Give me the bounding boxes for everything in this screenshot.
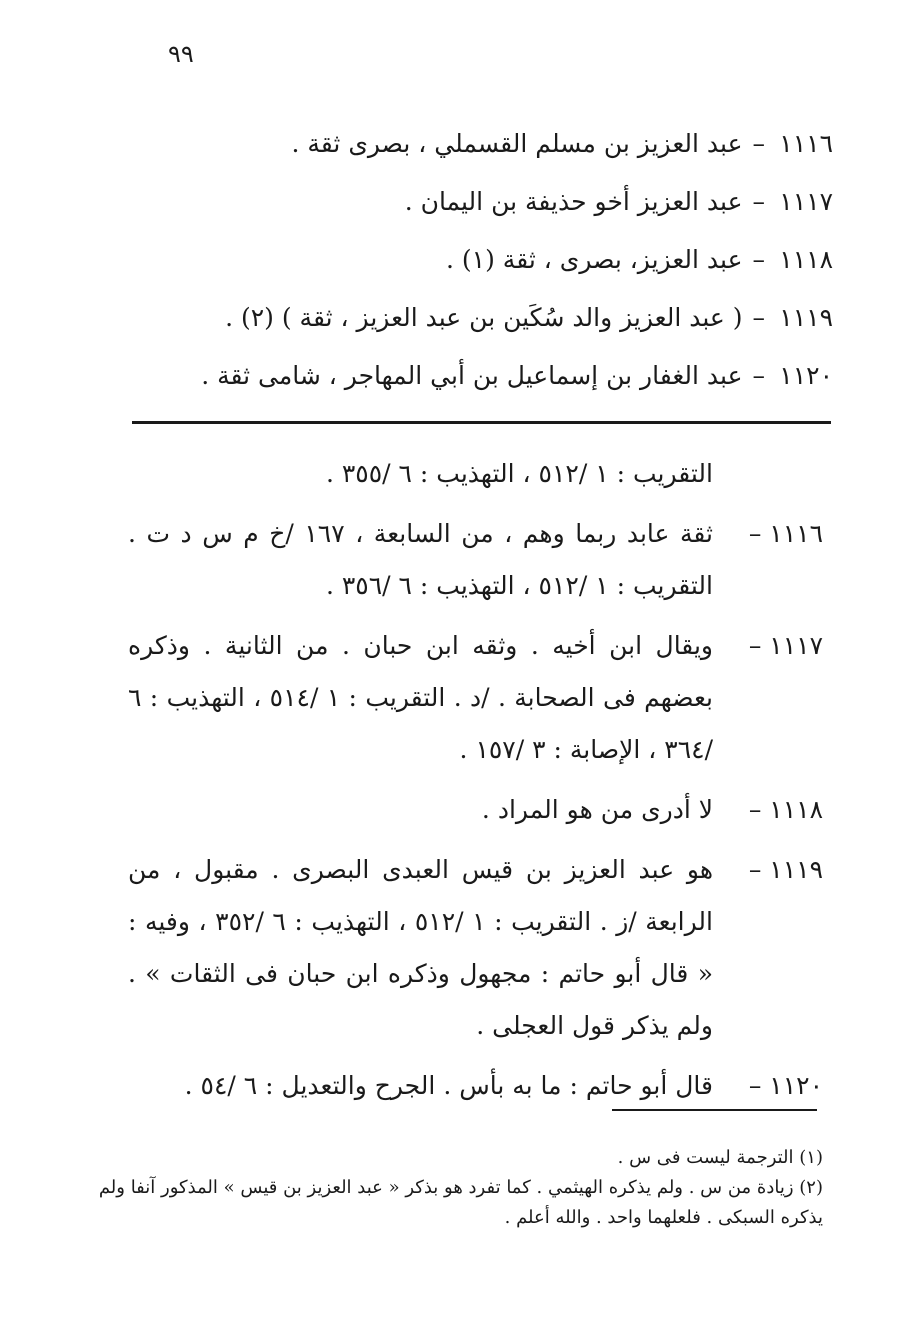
note-number: ١١١٨ – [748,795,823,824]
note-number: ١١١٦ – [748,519,823,548]
note-1116 [128,508,823,612]
note-number: ١١١٧ – [748,631,823,660]
entry-1116 [113,115,833,173]
entry-text: عبد العزيز أخو حذيفة بن اليمان . [404,187,743,216]
note-1118 [128,784,823,836]
footnote-1: (١) الترجمة ليست فى س . [617,1147,823,1168]
page-number: ٩٩ [168,40,194,68]
note-text: هو عبد العزيز بن قيس العبدى البصرى . مقبول ، من الرابعة /ز . التقريب : ١ /٥١٢ ، التهذيب : ٦ /٣٥٢ ، وفيه : « قال أبو حاتم : مجهول وذكره ابن حبان فى الثقات » . ولم يذكر قول العجلى . [128,855,713,1040]
footnote-divider [612,1109,817,1111]
entry-text: عبد العزيز بن مسلم القسملي ، بصرى ثقة . [291,129,743,158]
entries-list [113,115,833,405]
entry-dash: – [752,187,765,216]
note-1117 [128,620,823,776]
entry-1119 [113,289,833,347]
note-text: ويقال ابن أخيه . وثقه ابن حبان . من الثانية . وذكره بعضهم فى الصحابة . /د . التقريب : ١ /٥١٤ ، التهذيب : ٦ /٣٦٤ ، الإصابة : ٣ /١٥٧ . [128,631,713,764]
note-text: قال أبو حاتم : ما به بأس . الجرح والتعديل : ٦ /٥٤ . [184,1071,713,1100]
entry-number: ١١١٩ [779,303,833,332]
note-text: ثقة عابد ربما وهم ، من السابعة ، ١٦٧ /خ م س د ت . التقريب : ١ /٥١٢ ، التهذيب : ٦ /٣٥٦ . [128,519,714,600]
entry-dash: – [752,303,765,332]
entry-text: عبد العزيز، بصرى ، ثقة (١) . [446,245,743,274]
entry-dash: – [752,129,765,158]
entry-1118 [113,231,833,289]
footnotes-section [88,1143,823,1233]
entry-dash: – [752,245,765,274]
note-1119 [128,844,823,1052]
notes-section [128,448,823,1112]
entry-number: ١١١٨ [779,245,833,274]
entry-1117 [113,173,833,231]
note-text: لا أدرى من هو المراد . [481,795,713,824]
entry-1120 [113,347,833,405]
note-carry-over: التقريب : ١ /٥١٢ ، التهذيب : ٦ /٣٥٥ . [325,459,713,488]
note-1120 [128,1060,823,1112]
entry-number: ١١١٧ [779,187,833,216]
entry-dash: – [752,361,765,390]
entry-number: ١١٢٠ [779,361,833,390]
footnote-2: (٢) زيادة من س . ولم يذكره الهيثمي . كما تفرد هو بذكر « عبد العزيز بن قيس » المذكور آنفا ولم يذكره السبكى . فلعلهما واحد . والله أعلم . [98,1177,823,1228]
note-number: ١١١٩ – [748,855,823,884]
note-number: ١١٢٠ – [748,1071,823,1100]
entry-number: ١١١٦ [779,129,833,158]
entry-text: عبد الغفار بن إسماعيل بن أبي المهاجر ، شامى ثقة . [201,361,743,390]
entry-text: ( عبد العزيز والد سُكَين بن عبد العزيز ، ثقة ) (٢) . [225,303,743,332]
section-divider [132,421,831,424]
